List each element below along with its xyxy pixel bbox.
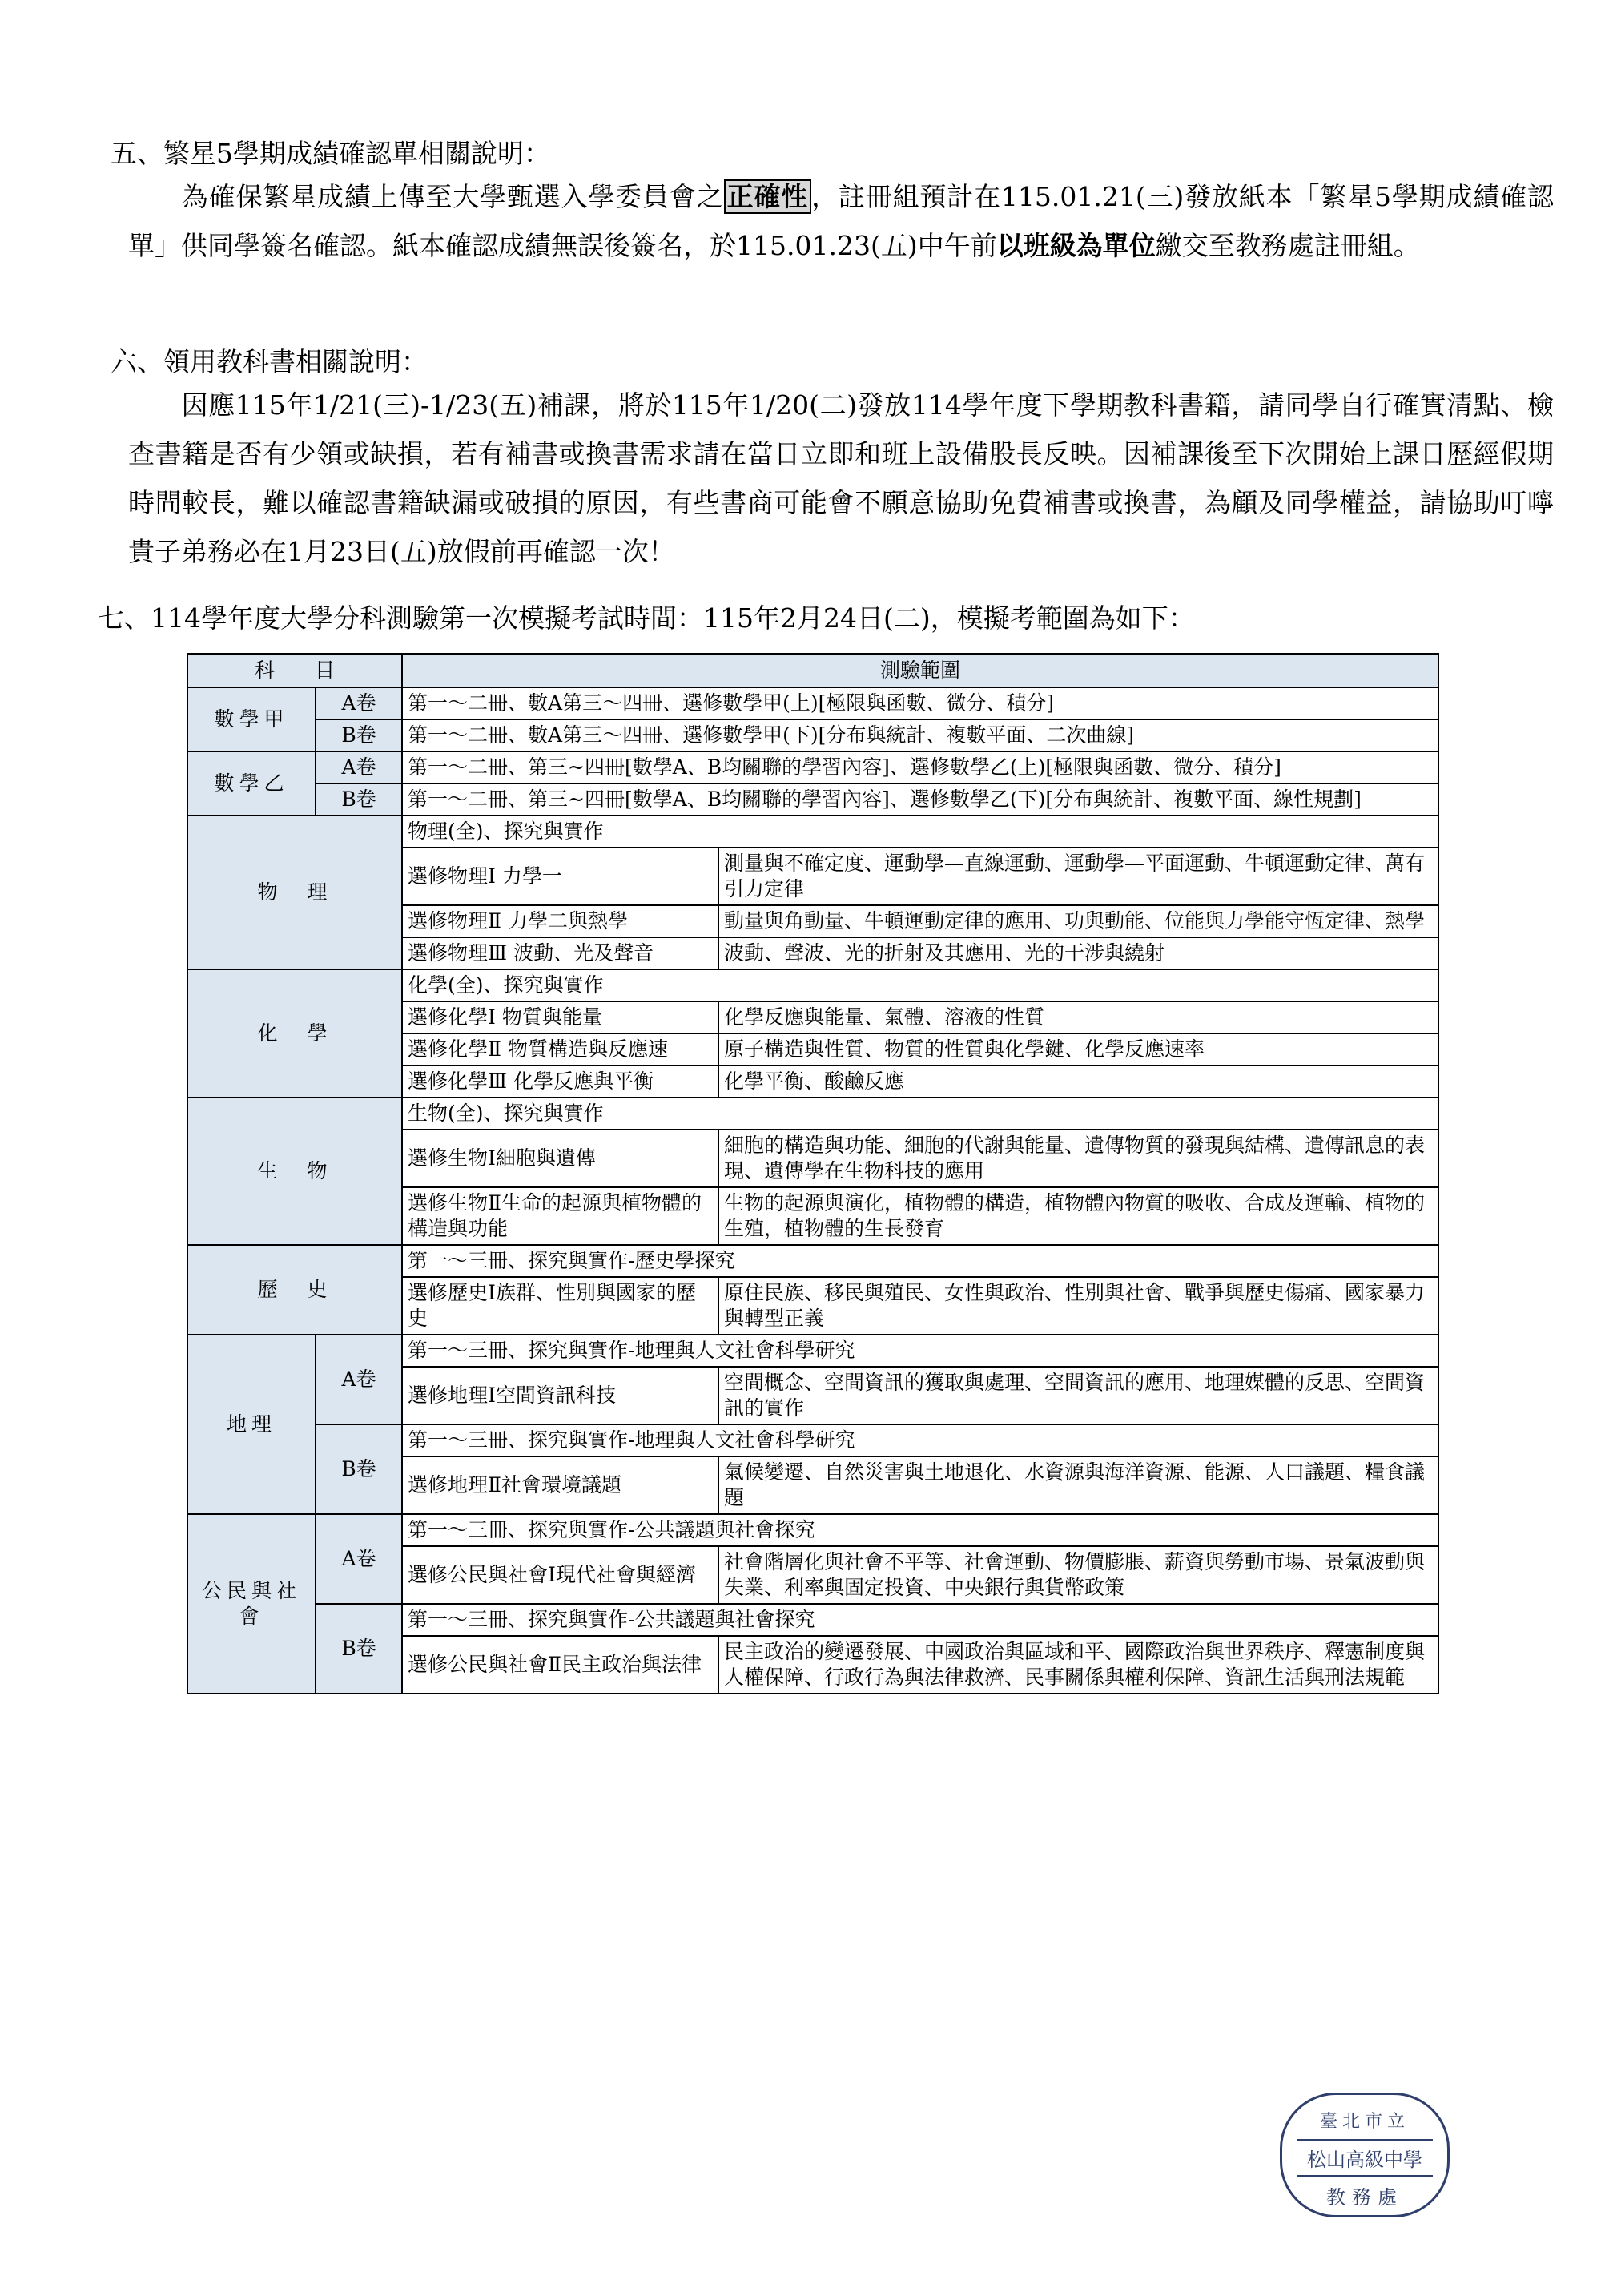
section-5-title: 五、繁星5學期成績確認單相關說明： <box>111 138 550 169</box>
section-7-title: 七、114學年度大學分科測驗第一次模擬考試時間：115年2月24日(二)，模擬考範圍為如下： <box>98 602 1195 634</box>
section-5-body: 為確保繁星成績上傳至大學甄選入學委員會之 正確性 ，註冊組預計在115.01.21(三)發放紙本「繁星5學期成績確認單」供同學簽名確認。紙本確認成績無誤後簽名，於115.01.23(五)中午前以班級為單位繳交至教務處註冊組。 <box>128 181 1555 261</box>
exam-scope-table: 科 目 測驗範圍 數學甲 A卷 第一～二冊、數A第三～四冊、選修數學甲(上)[極限與函數、微分、積分] B卷 第一～二冊、數A第三～四冊、選修數學甲(下)[分布與統計、複數平面、二次曲線] 數學乙 A卷 第一～二冊、第三~四冊[數學A、B均關聯的學習內容]、選修數學乙(上)[極限與函數、微分、積分] B卷 第一～二冊、第三~四冊[數學A、B均關聯的學習內容]、選修數學乙(下)[分布與統計、複數平面、線性規劃] 物 理 物理(全)、探究與實作 選修物理Ⅰ 力學一 測量與不確定度、運動學—直線運動、運動學—平面運動、牛頓運動定律、萬有引力定律 選修物理Ⅱ 力學二與熱學 動量與角動量、牛頓運動定律的應用、功與動能、位能與力學能守恆定律、熱學 選修物理Ⅲ 波動、光及聲音 波動、聲波、光的折射及其應用、光的干涉與繞射 化 學 化學(全)、探究與實作 選修化學Ⅰ 物質與能量 化學反應與能量、氣體、溶液的性質 選修化學Ⅱ 物質構造與反應速 原子構造與性質、物質的性質與化學鍵、化學反應速率 選修化學Ⅲ 化學反應與平衡 化學平衡、酸鹼反應 生 物 生物(全)、探究與實作 選修生物Ⅰ細胞與遺傳 細胞的構造與功能、細胞的代謝與能量、遺傳物質的發現與結構、遺傳訊息的表現、遺傳學在生物科技的應用 選修生物Ⅱ生命的起源與植物體的構造與功能 生物的起源與演化，植物體的構造，植物體內物質的吸收、合成及運輸、植物的生殖，植物體的生長發育 歷 史 第一～三冊、探究與實作-歷史學探究 選修歷史Ⅰ族群、性別與國家的歷史 原住民族、移民與殖民、女性與政治、性別與社會、戰爭與歷史傷痛、國家暴力與轉型正義 地理 A卷 第一～三冊、探究與實作-地理與人文社會科學研究 選修地理Ⅰ空間資訊科技 空間概念、空間資訊的獲取與處理、空間資訊的應用、地理媒體的反思、空間資訊的實作 B卷 第一～三冊、探究與實作-地理與人文社會科學研究 選修地理Ⅱ社會環境議題 氣候變遷、自然災害與土地退化、水資源與海洋資源、能源、人口議題、糧食議題 公民與社會 A卷 第一～三冊、探究與實作-公共議題與社會探究 選修公民與社會Ⅰ現代社會與經濟 社會階層化與社會不平等、社會運動、物價膨脹、薪資與勞動市場、景氣波動與失業、利率與固定投資、中央銀行與貨幣政策 B卷 第一～三冊、探究與實作-公共議題與社會探究 選修公民與社會Ⅱ民主政治與法律 民主政治的變遷發展、中國政治與區域和平、國際政治與世界秩序、釋憲制度與人權保障、行政行為與法律救濟、民事關係與權利保障、資訊生活與刑法規範 <box>187 653 1439 1694</box>
section-6-title: 六、領用教科書相關說明： <box>111 346 428 377</box>
section-6-body: 因應115年1/21(三)-1/23(五)補課，將於115年1/20(二)發放114學年度下學期教科書籍，請同學自行確實清點、檢查書籍是否有少領或缺損，若有補書或換書需求請在當日立即和班上設備股長反映。因補課後至下次開始上課日歷經假期時間較長，難以確認書籍缺漏或破損的原因，有些書商可能會不願意協助免費補書或換書，為顧及同學權益，請協助叮嚀貴子弟務必在1月23日(五)放假前再確認一次！ <box>128 389 1554 567</box>
highlight-correctness: 正確性 <box>724 179 812 214</box>
office-stamp: 臺北市立 松山高級中學 教務處 <box>1280 2093 1450 2217</box>
